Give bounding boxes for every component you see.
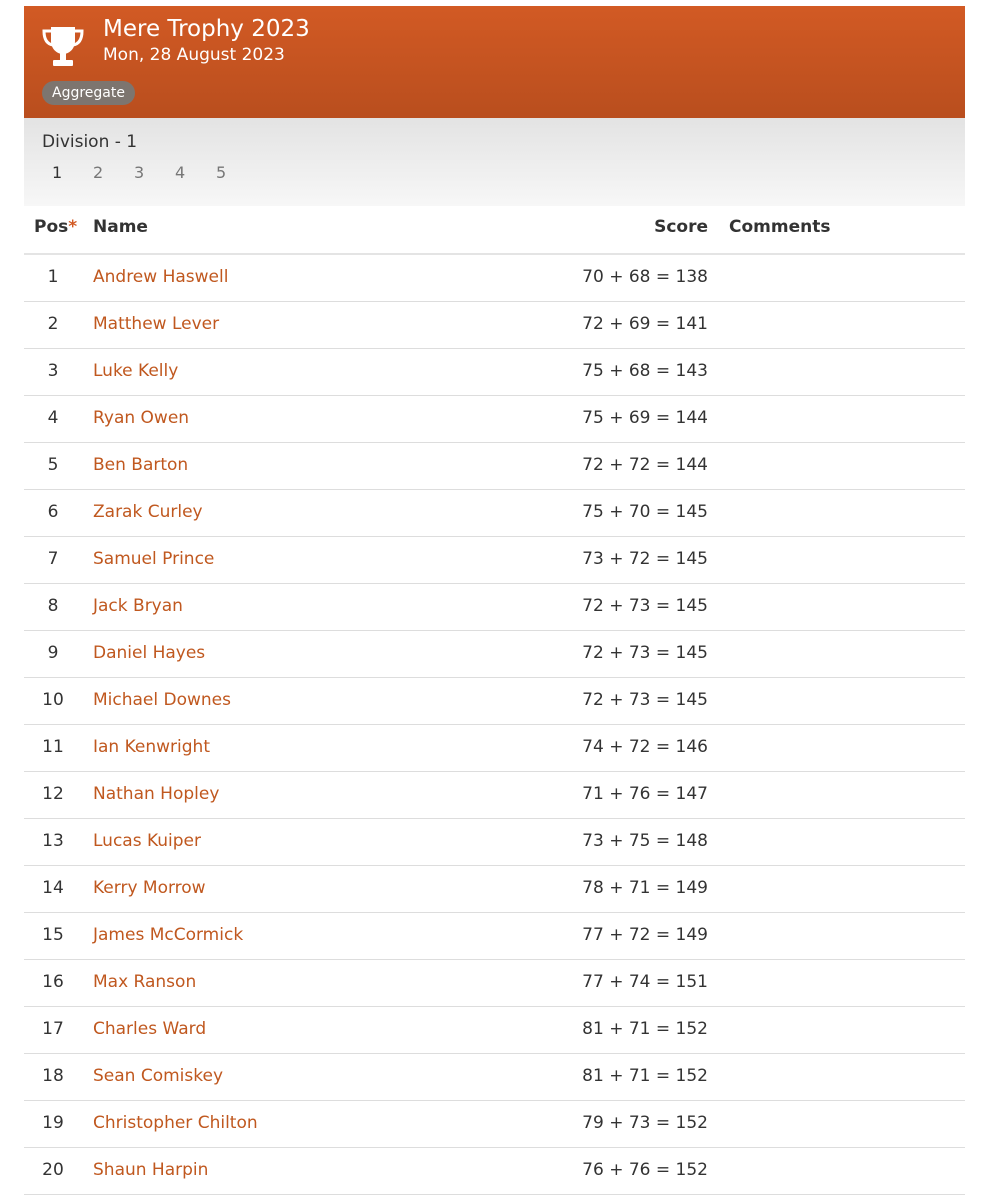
player-name-link[interactable]: Lucas Kuiper [93,831,202,851]
player-name-link[interactable]: Ben Barton [93,455,189,475]
score-cell: 72 + 69 = 141 [582,314,708,334]
score-cell: 78 + 71 = 149 [582,878,708,898]
table-row [24,678,965,725]
table-row [24,960,965,1007]
score-cell: 81 + 71 = 152 [582,1066,708,1086]
division-tabs [52,163,257,182]
player-name-link[interactable]: Michael Downes [93,690,232,710]
pos-sort-marker: * [68,217,78,237]
table-row [24,1148,965,1195]
score-cell: 75 + 68 = 143 [582,361,708,381]
score-cell: 72 + 72 = 144 [582,455,708,475]
position-cell: 16 [42,972,64,992]
player-name-link[interactable]: Ian Kenwright [93,737,210,757]
division-panel [24,118,965,206]
player-name-link[interactable]: Samuel Prince [93,549,215,569]
position-cell: 11 [42,737,64,757]
position-cell: 10 [42,690,64,710]
player-name-link[interactable]: Kerry Morrow [93,878,206,898]
division-label: Division - 1 [42,132,138,152]
score-cell: 73 + 75 = 148 [582,831,708,851]
table-row [24,302,965,349]
position-cell: 6 [47,502,59,522]
column-header-comments: Comments [729,217,831,237]
position-cell: 2 [47,314,59,334]
table-row [24,537,965,584]
score-cell: 75 + 69 = 144 [582,408,708,428]
position-cell: 15 [42,925,64,945]
score-cell: 79 + 73 = 152 [582,1113,708,1133]
player-name-link[interactable]: Matthew Lever [93,314,220,334]
division-tab-1[interactable]: 1 [52,163,63,182]
position-cell: 1 [47,267,59,287]
pos-header-label: Pos [34,217,69,237]
position-cell: 3 [47,361,59,381]
score-cell: 70 + 68 = 138 [582,267,708,287]
player-name-link[interactable]: Zarak Curley [93,502,203,522]
column-header-name[interactable]: Name [93,217,148,237]
event-date: Mon, 28 August 2023 [103,45,285,65]
score-cell: 72 + 73 = 145 [582,596,708,616]
player-name-link[interactable]: Daniel Hayes [93,643,206,663]
score-cell: 74 + 72 = 146 [582,737,708,757]
table-row [24,1101,965,1148]
player-name-link[interactable]: James McCormick [93,925,244,945]
table-row [24,772,965,819]
table-row [24,819,965,866]
division-tab-2[interactable]: 2 [93,163,104,182]
player-name-link[interactable]: Jack Bryan [93,596,183,616]
position-cell: 13 [42,831,64,851]
table-row [24,584,965,631]
table-row [24,1054,965,1101]
table-row [24,490,965,537]
player-name-link[interactable]: Andrew Haswell [93,267,229,287]
table-row [24,255,965,302]
position-cell: 14 [42,878,64,898]
position-cell: 4 [47,408,59,428]
position-cell: 20 [42,1160,64,1180]
score-cell: 76 + 76 = 152 [582,1160,708,1180]
table-row [24,913,965,960]
table-row [24,866,965,913]
position-cell: 18 [42,1066,64,1086]
results-table-header [24,206,965,255]
score-cell: 72 + 73 = 145 [582,643,708,663]
player-name-link[interactable]: Christopher Chilton [93,1113,258,1133]
player-name-link[interactable]: Sean Comiskey [93,1066,224,1086]
position-cell: 9 [47,643,59,663]
player-name-link[interactable]: Shaun Harpin [93,1160,209,1180]
event-header [24,6,965,118]
player-name-link[interactable]: Nathan Hopley [93,784,220,804]
results-table-body [24,255,965,1195]
position-cell: 8 [47,596,59,616]
score-cell: 81 + 71 = 152 [582,1019,708,1039]
score-cell: 75 + 70 = 145 [582,502,708,522]
score-cell: 77 + 74 = 151 [582,972,708,992]
position-cell: 19 [42,1113,64,1133]
score-cell: 72 + 73 = 145 [582,690,708,710]
table-row [24,396,965,443]
player-name-link[interactable]: Charles Ward [93,1019,207,1039]
division-tab-3[interactable]: 3 [134,163,145,182]
player-name-link[interactable]: Luke Kelly [93,361,179,381]
position-cell: 17 [42,1019,64,1039]
table-row [24,725,965,772]
table-row [24,443,965,490]
score-cell: 71 + 76 = 147 [582,784,708,804]
position-cell: 12 [42,784,64,804]
position-cell: 7 [47,549,59,569]
division-tab-5[interactable]: 5 [216,163,227,182]
score-cell: 73 + 72 = 145 [582,549,708,569]
table-row [24,1007,965,1054]
column-header-pos[interactable] [34,217,77,237]
player-name-link[interactable]: Max Ranson [93,972,197,992]
column-header-score[interactable]: Score [654,217,708,237]
event-title: Mere Trophy 2023 [103,16,310,42]
trophy-icon [40,24,86,68]
score-cell: 77 + 72 = 149 [582,925,708,945]
division-tab-4[interactable]: 4 [175,163,186,182]
aggregate-badge[interactable]: Aggregate [42,81,135,105]
position-cell: 5 [47,455,59,475]
player-name-link[interactable]: Ryan Owen [93,408,190,428]
table-row [24,631,965,678]
table-row [24,349,965,396]
leaderboard-container [24,6,965,1195]
